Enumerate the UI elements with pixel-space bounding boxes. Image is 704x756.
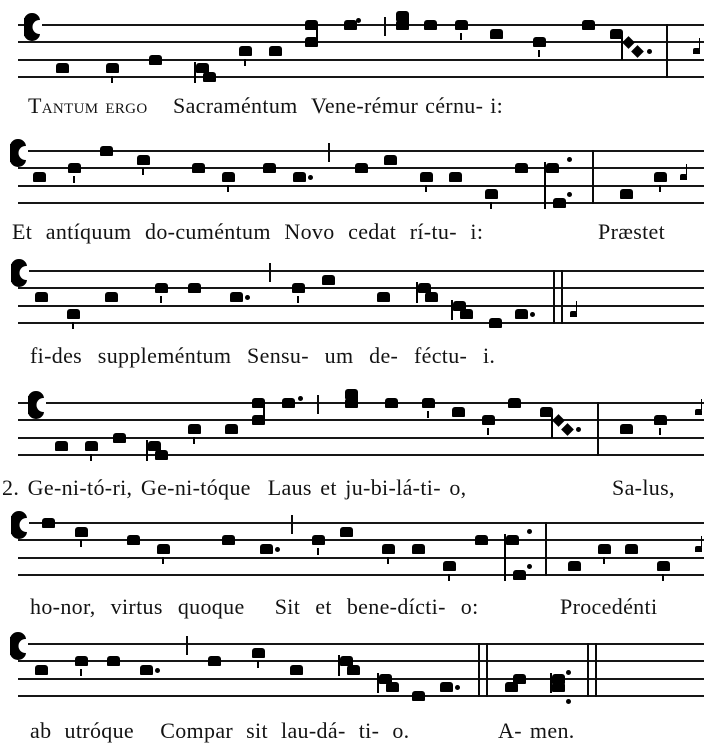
episema-tick xyxy=(193,437,195,444)
punctum-note xyxy=(293,172,306,182)
episema-tick xyxy=(162,557,164,564)
punctum-note xyxy=(100,146,113,156)
clivis-note xyxy=(347,665,360,675)
punctum-note xyxy=(312,535,325,545)
mora-dot xyxy=(298,396,303,401)
punctum-note xyxy=(42,518,55,528)
episema-tick xyxy=(72,322,74,329)
episema-tick xyxy=(659,428,661,435)
lyric-segment-system-2: Præstet xyxy=(598,219,666,244)
virga-stem xyxy=(621,34,623,60)
punctum-note xyxy=(68,163,81,173)
episema-tick xyxy=(460,33,462,40)
diamond-note xyxy=(552,414,565,427)
diamond-note xyxy=(631,45,644,58)
punctum-note xyxy=(282,398,295,408)
punctum-note xyxy=(75,527,88,537)
mora-dot xyxy=(527,529,532,534)
custos-stem xyxy=(699,38,701,49)
punctum-note xyxy=(340,527,353,537)
punctum-note xyxy=(188,424,201,434)
lyric-segment-system-6: A- men. xyxy=(498,718,575,743)
mora-dot xyxy=(455,685,460,690)
clivis-note xyxy=(552,682,565,692)
punctum-note xyxy=(75,656,88,666)
episema-tick xyxy=(538,50,540,57)
punctum-note xyxy=(137,155,150,165)
punctum-note xyxy=(239,46,252,56)
mora-dot xyxy=(567,157,572,162)
punctum-note xyxy=(113,433,126,443)
staff-line xyxy=(18,574,704,576)
punctum-note xyxy=(582,20,595,30)
lyric-segment-system-1: Tantum ergo xyxy=(28,93,148,118)
episema-tick xyxy=(244,59,246,66)
punctum-note xyxy=(598,544,611,554)
staff-line xyxy=(18,402,704,404)
episema-tick xyxy=(227,185,229,192)
staff-line xyxy=(18,454,704,456)
punctum-note xyxy=(230,292,243,302)
punctum-note xyxy=(149,55,162,65)
episema-tick xyxy=(80,669,82,676)
do-clef-icon xyxy=(11,259,29,292)
staff-line xyxy=(18,287,704,289)
punctum-note xyxy=(222,535,235,545)
mora-dot xyxy=(275,547,280,552)
double-barline xyxy=(595,643,597,697)
punctum-note xyxy=(620,189,633,199)
clivis-note xyxy=(386,682,399,692)
staff-line xyxy=(18,202,704,204)
do-clef-icon xyxy=(24,13,42,46)
full-barline xyxy=(597,402,599,456)
punctum-note xyxy=(127,535,140,545)
staff-line xyxy=(18,270,704,272)
punctum-note xyxy=(385,398,398,408)
staff-line xyxy=(18,695,704,697)
punctum-note xyxy=(513,674,526,684)
episema-tick xyxy=(73,176,75,183)
staff-line xyxy=(18,643,704,645)
punctum-note xyxy=(157,544,170,554)
episema-tick xyxy=(80,540,82,547)
mora-dot xyxy=(527,564,532,569)
punctum-note xyxy=(490,29,503,39)
quarter-barline xyxy=(291,515,293,534)
episema-tick xyxy=(490,202,492,209)
episema-tick xyxy=(257,661,259,668)
mora-dot xyxy=(245,295,250,300)
episema-tick xyxy=(659,185,661,192)
episema-tick xyxy=(425,185,427,192)
punctum-note xyxy=(568,561,581,571)
staff-line xyxy=(18,557,704,559)
custos-stem xyxy=(686,164,688,175)
episema-tick xyxy=(427,411,429,418)
punctum-note xyxy=(505,682,518,692)
staff-line xyxy=(18,522,704,524)
punctum-note xyxy=(252,648,265,658)
punctum-note xyxy=(56,63,69,73)
quarter-barline xyxy=(328,143,330,162)
lyric-segment-system-2: Et antíquum do-cuméntum Novo cedat rí-tu- i: xyxy=(12,219,484,244)
punctum-note xyxy=(515,309,528,319)
diamond-note xyxy=(622,36,635,49)
punctum-note xyxy=(508,398,521,408)
quarter-barline xyxy=(384,17,386,36)
double-barline xyxy=(561,270,563,324)
episema-tick xyxy=(662,574,664,581)
punctum-note xyxy=(384,155,397,165)
lyric-segment-system-4: 2. Ge-ni-tó-ri, Ge-ni-tóque Laus et ju-bi-lá-ti- o, xyxy=(2,475,467,500)
episema-tick xyxy=(90,454,92,461)
staff-line xyxy=(18,185,704,187)
clivis-note xyxy=(506,535,519,545)
full-barline xyxy=(666,24,668,78)
punctum-note xyxy=(412,544,425,554)
mora-dot xyxy=(530,312,535,317)
punctum-note xyxy=(449,172,462,182)
lyric-segment-system-1: Sacraméntum Vene-rémur cérnu- i: xyxy=(173,93,504,118)
mora-dot xyxy=(566,699,571,704)
full-barline xyxy=(545,522,547,576)
punctum-note xyxy=(440,682,453,692)
punctum-note xyxy=(322,275,335,285)
punctum-note xyxy=(620,424,633,434)
podatus-connector xyxy=(316,25,318,42)
custos-stem xyxy=(701,399,703,410)
do-clef-icon xyxy=(28,391,46,424)
punctum-note xyxy=(355,163,368,173)
episema-tick xyxy=(317,548,319,555)
double-barline xyxy=(486,643,488,697)
mora-dot xyxy=(356,18,361,23)
punctum-note xyxy=(106,63,119,73)
do-clef-icon xyxy=(10,139,28,172)
mora-dot xyxy=(155,668,160,673)
staff-line xyxy=(18,24,704,26)
full-barline xyxy=(592,150,594,204)
quarter-barline xyxy=(317,395,319,414)
double-barline xyxy=(553,270,555,324)
punctum-note xyxy=(208,656,221,666)
punctum-note xyxy=(105,292,118,302)
episema-tick xyxy=(448,574,450,581)
mora-dot xyxy=(566,670,571,675)
lyric-segment-system-5: Procedénti xyxy=(560,594,658,619)
episema-tick xyxy=(603,557,605,564)
quarter-barline xyxy=(186,636,188,655)
punctum-note xyxy=(292,283,305,293)
punctum-note xyxy=(455,20,468,30)
lyric-segment-system-5: ho-nor, virtus quoque Sit et bene-dícti- o: xyxy=(30,594,479,619)
punctum-note xyxy=(654,415,667,425)
double-barline xyxy=(478,643,480,697)
punctum-note xyxy=(625,544,638,554)
punctum-note xyxy=(263,163,276,173)
quarter-barline xyxy=(269,263,271,282)
punctum-note xyxy=(533,37,546,47)
staff-line xyxy=(18,41,704,43)
custos-stem xyxy=(576,301,578,312)
clivis-note xyxy=(203,72,216,82)
clivis-note xyxy=(155,450,168,460)
punctum-note xyxy=(290,665,303,675)
punctum-note xyxy=(654,172,667,182)
staff-line xyxy=(18,305,704,307)
lyric-segment-system-3: fi-des suppleméntum Sensu- um de- féctu- i. xyxy=(30,343,496,368)
episema-tick xyxy=(111,76,113,83)
episema-tick xyxy=(297,296,299,303)
punctum-note xyxy=(344,20,357,30)
clivis-note xyxy=(546,163,559,173)
podatus-connector xyxy=(407,16,409,25)
punctum-note xyxy=(67,309,80,319)
staff-line xyxy=(18,150,704,152)
staff-line xyxy=(18,322,704,324)
clivis-note xyxy=(513,570,526,580)
punctum-note xyxy=(424,20,437,30)
mora-dot xyxy=(647,49,652,54)
punctum-note xyxy=(515,163,528,173)
punctum-note xyxy=(155,283,168,293)
punctum-note xyxy=(188,283,201,293)
punctum-note xyxy=(107,656,120,666)
episema-tick xyxy=(387,557,389,564)
podatus-connector xyxy=(356,394,358,403)
staff-line xyxy=(18,59,704,61)
punctum-note xyxy=(657,561,670,571)
do-clef-icon xyxy=(11,511,29,544)
mora-dot xyxy=(308,175,313,180)
staff-line xyxy=(18,660,704,662)
episema-tick xyxy=(487,428,489,435)
punctum-note xyxy=(85,441,98,451)
punctum-note xyxy=(382,544,395,554)
lyric-segment-system-4: Sa-lus, xyxy=(612,475,675,500)
punctum-note xyxy=(33,172,46,182)
podatus-connector xyxy=(263,403,265,420)
clivis-note xyxy=(460,309,473,319)
clivis-note xyxy=(425,292,438,302)
do-clef-icon xyxy=(10,632,28,665)
episema-tick xyxy=(160,296,162,303)
punctum-note xyxy=(420,172,433,182)
punctum-note xyxy=(482,415,495,425)
punctum-note xyxy=(485,189,498,199)
punctum-note xyxy=(192,163,205,173)
mora-dot xyxy=(576,427,581,432)
punctum-note xyxy=(35,665,48,675)
staff-line xyxy=(18,419,704,421)
lyric-segment-system-6: ab utróque Compar sit lau-dá- ti- o. xyxy=(30,718,410,743)
punctum-note xyxy=(222,172,235,182)
punctum-note xyxy=(35,292,48,302)
punctum-note xyxy=(260,544,273,554)
punctum-note xyxy=(140,665,153,675)
punctum-note xyxy=(452,407,465,417)
staff-line xyxy=(18,678,704,680)
double-barline xyxy=(587,643,589,697)
staff-line xyxy=(18,539,704,541)
punctum-note xyxy=(443,561,456,571)
custos-stem xyxy=(701,536,703,547)
punctum-note xyxy=(489,318,502,328)
mora-dot xyxy=(567,192,572,197)
punctum-note xyxy=(412,691,425,701)
diamond-note xyxy=(561,423,574,436)
punctum-note xyxy=(269,46,282,56)
episema-tick xyxy=(142,168,144,175)
punctum-note xyxy=(55,441,68,451)
clivis-note xyxy=(553,198,566,208)
punctum-note xyxy=(377,292,390,302)
punctum-note xyxy=(475,535,488,545)
punctum-note xyxy=(422,398,435,408)
punctum-note xyxy=(225,424,238,434)
staff-line xyxy=(18,76,704,78)
virga-stem xyxy=(551,412,553,438)
